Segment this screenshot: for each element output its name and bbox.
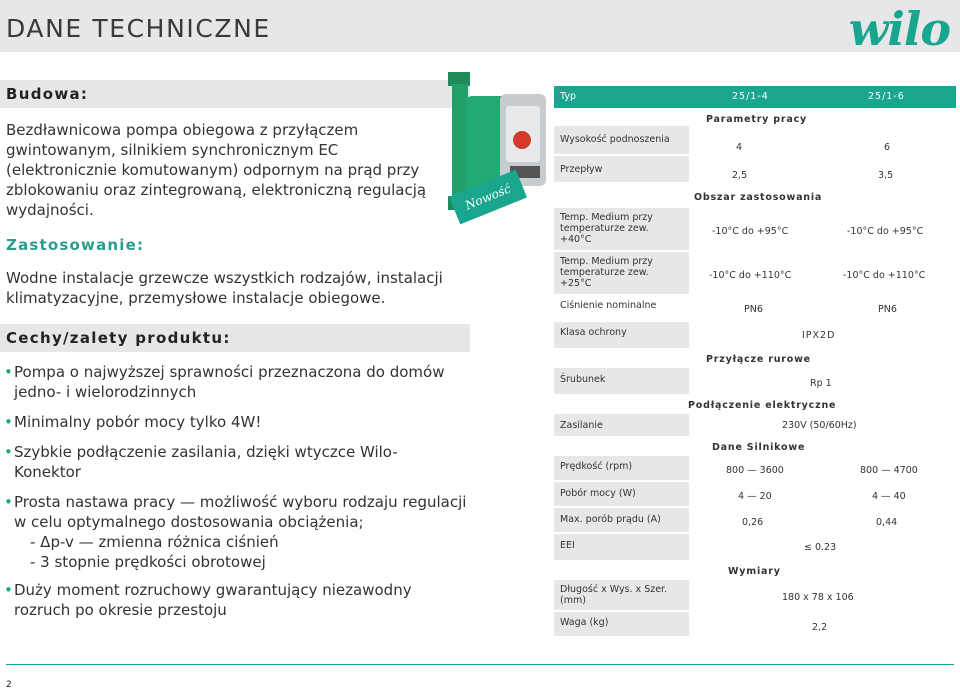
label-waga: Waga (kg) [560, 617, 609, 628]
section-elektryczne: Podłączenie elektryczne [688, 400, 837, 411]
value: -10°C do +110°C [709, 270, 792, 281]
label-klasa: Klasa ochrony [560, 327, 627, 338]
value: -10°C do +110°C [843, 270, 926, 281]
label-srubunek: Śrubunek [560, 374, 606, 385]
table-header [554, 86, 956, 108]
value: 180 x 78 x 106 [782, 592, 854, 603]
value: 800 — 4700 [860, 465, 918, 476]
header-col2: 25/1-6 [868, 91, 905, 102]
value: PN6 [744, 304, 763, 315]
left-column [0, 80, 470, 620]
wilo-logo: wilo [848, 2, 950, 56]
label-predkosc: Prędkość (rpm) [560, 461, 633, 472]
label-pobor: Pobór mocy (W) [560, 488, 636, 499]
header-typ: Typ [560, 91, 576, 102]
page-number: 2 [6, 680, 12, 690]
value: PN6 [878, 304, 897, 315]
feature-subitem: - 3 stopnie prędkości obrotowej [30, 553, 266, 571]
value: 4 [736, 142, 743, 153]
feature-item: • Minimalny pobór mocy tylko 4W! [0, 412, 470, 432]
zastosowanie-text: Wodne instalacje grzewcze wszystkich rodzajów, instalacji klimatyzacyjne, przemysłowe instalacje obiegowe. [6, 269, 443, 307]
header-col1: 25/1-4 [732, 91, 769, 102]
value: IPX2D [802, 330, 836, 341]
feature-item: • Prosta nastawa pracy — możliwość wyboru rodzaju regulacji w celu optymalnego dostosowania obciążenia; [0, 492, 469, 532]
label-zasilanie: Zasilanie [560, 420, 603, 431]
value: 4 — 20 [738, 491, 772, 502]
value: 230V (50/60Hz) [782, 420, 857, 431]
footer-divider [6, 664, 954, 665]
section-wymiary: Wymiary [728, 566, 781, 577]
budowa-text: Bezdławnicowa pompa obiegowa z przyłączem gwintowanym, silnikiem synchronicznym EC (elektronicznie komutowanym) odpornym na prąd przy zblokowaniu oraz zintegrowaną, elektroniczną regulacją wydajności. [6, 121, 427, 219]
value: ≤ 0.23 [804, 542, 837, 553]
label-max-prad: Max. porób prądu (A) [560, 514, 661, 525]
value: 0,44 [876, 517, 898, 528]
label-eei: EEI [560, 540, 575, 551]
feature-item: • Duży moment rozruchowy gwarantujący niezawodny rozruch po okresie przestoju [0, 580, 454, 620]
label-temp25: Temp. Medium przy temperaturze zew. +25°C [560, 256, 653, 289]
value: 4 — 40 [872, 491, 906, 502]
value: Rp 1 [810, 378, 832, 389]
feature-item: • Pompa o najwyższej sprawności przeznaczona do domów jedno- i wielorodzinnych [0, 362, 469, 402]
features-list-2 [0, 580, 470, 620]
section-przylacze: Przyłącze rurowe [706, 354, 811, 365]
value: 2,5 [732, 170, 748, 181]
label-przeplyw: Przepływ [560, 164, 603, 175]
new-badge: Nowość [449, 170, 527, 225]
budowa-heading: Budowa: [0, 80, 470, 108]
label-temp40: Temp. Medium przy temperaturze zew. +40°C [560, 212, 653, 245]
value: 3,5 [878, 170, 894, 181]
features-list [0, 362, 470, 532]
section-silnikowe: Dane Silnikowe [712, 442, 806, 453]
feature-subitem: - Δp-v — zmienna różnica ciśnień [30, 533, 279, 551]
value: -10°C do +95°C [712, 226, 789, 237]
label-dlugosc: Długość x Wys. x Szer. (mm) [560, 584, 668, 606]
cechy-heading: Cechy/zalety produktu: [0, 324, 470, 352]
value: 0,26 [742, 517, 764, 528]
section-parametry: Parametry pracy [706, 114, 808, 125]
value: -10°C do +95°C [847, 226, 924, 237]
feature-item: • Szybkie podłączenie zasilania, dzięki wtyczce Wilo-Konektor [0, 442, 434, 482]
zastosowanie-heading: Zastosowanie: [6, 236, 145, 254]
section-obszar: Obszar zastosowania [694, 192, 823, 203]
value: 6 [884, 142, 891, 153]
value: 800 — 3600 [726, 465, 784, 476]
page-title: DANE TECHNICZNE [6, 14, 271, 43]
label-cisnienie: Ciśnienie nominalne [560, 300, 657, 311]
label-wysokosc: Wysokość podnoszenia [560, 134, 670, 145]
value: 2,2 [812, 622, 828, 633]
